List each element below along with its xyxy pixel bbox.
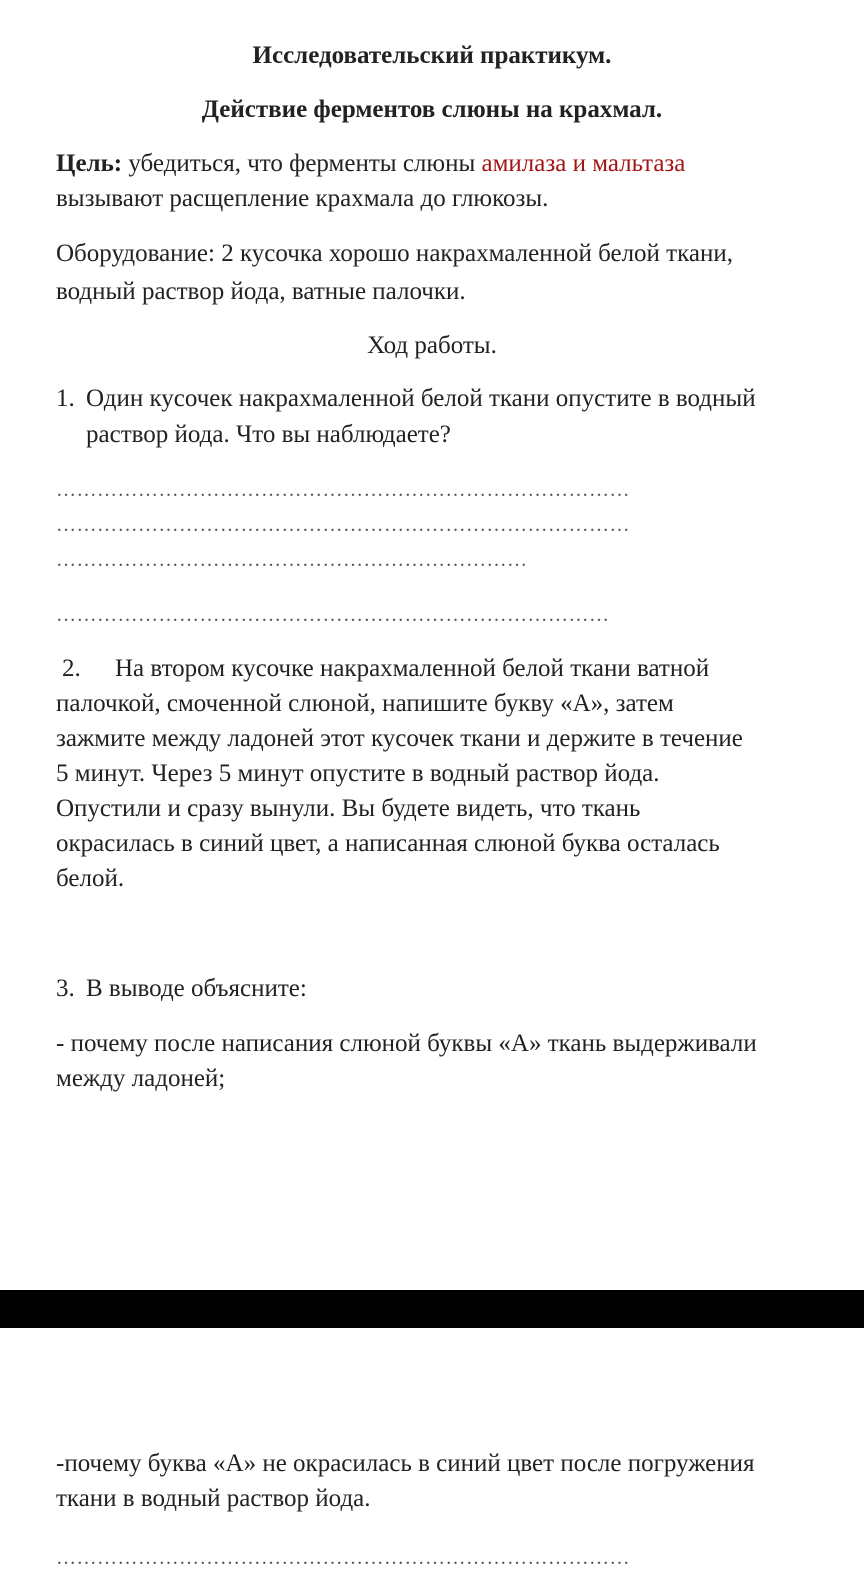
answer-line-5: ………………………………………………………………………… (56, 1548, 630, 1568)
goal-enzymes-highlight: амилаза и мальтаза (481, 150, 686, 177)
step2-line2: палочкой, смоченной слюной, напишите букву «А», затем (56, 690, 674, 717)
answer-line-2: ………………………………………………………………………… (56, 515, 630, 535)
step3-heading: В выводе объясните: (86, 975, 307, 1002)
step2-line4: 5 минут. Через 5 минут опустите в водный раствор йода. (56, 760, 660, 787)
answer-line-4: ……………………………………………………………………… (56, 605, 610, 625)
step2-line3: зажмите между ладоней этот кусочек ткани и держите в течение (56, 725, 743, 752)
question1-line2: между ладоней; (56, 1065, 226, 1092)
page-subtitle: Действие ферментов слюны на крахмал. (201, 96, 663, 123)
step2-number: 2. (62, 655, 81, 682)
goal-paragraph-line1 (56, 150, 685, 178)
answer-line-1: ………………………………………………………………………… (56, 480, 630, 500)
step2-line6: окрасилась в синий цвет, а написанная слюной буква осталась (56, 830, 720, 857)
answer-line-3: …………………………………………………………… (56, 550, 528, 570)
page-title: Исследовательский практикум. (252, 42, 612, 69)
goal-text: убедиться, что ферменты слюны (122, 150, 482, 177)
question2-line1: -почему буква «А» не окрасилась в синий цвет после погружения (56, 1450, 755, 1477)
step1-number: 1. (56, 385, 75, 412)
step3-number: 3. (56, 975, 75, 1002)
equipment-line2: водный раствор йода, ватные палочки. (56, 278, 466, 305)
equipment-line1: Оборудование: 2 кусочка хорошо накрахмаленной белой ткани, (56, 240, 733, 267)
goal-paragraph-line2: вызывают расщепление крахмала до глюкозы. (56, 185, 549, 212)
step2-line7: белой. (56, 865, 125, 892)
goal-label: Цель: (56, 150, 123, 177)
procedure-heading: Ход работы. (367, 332, 497, 359)
question2-line2: ткани в водный раствор йода. (56, 1485, 371, 1512)
step2-line1: На втором кусочке накрахмаленной белой ткани ватной (115, 655, 710, 682)
step1-line2: раствор йода. Что вы наблюдаете? (86, 421, 451, 448)
redaction-bar (0, 1290, 864, 1328)
question1-line1: - почему после написания слюной буквы «А» ткань выдерживали (56, 1030, 757, 1057)
step2-line5: Опустили и сразу вынули. Вы будете видеть, что ткань (56, 795, 641, 822)
step1-line1: Один кусочек накрахмаленной белой ткани опустите в водный (86, 385, 756, 412)
